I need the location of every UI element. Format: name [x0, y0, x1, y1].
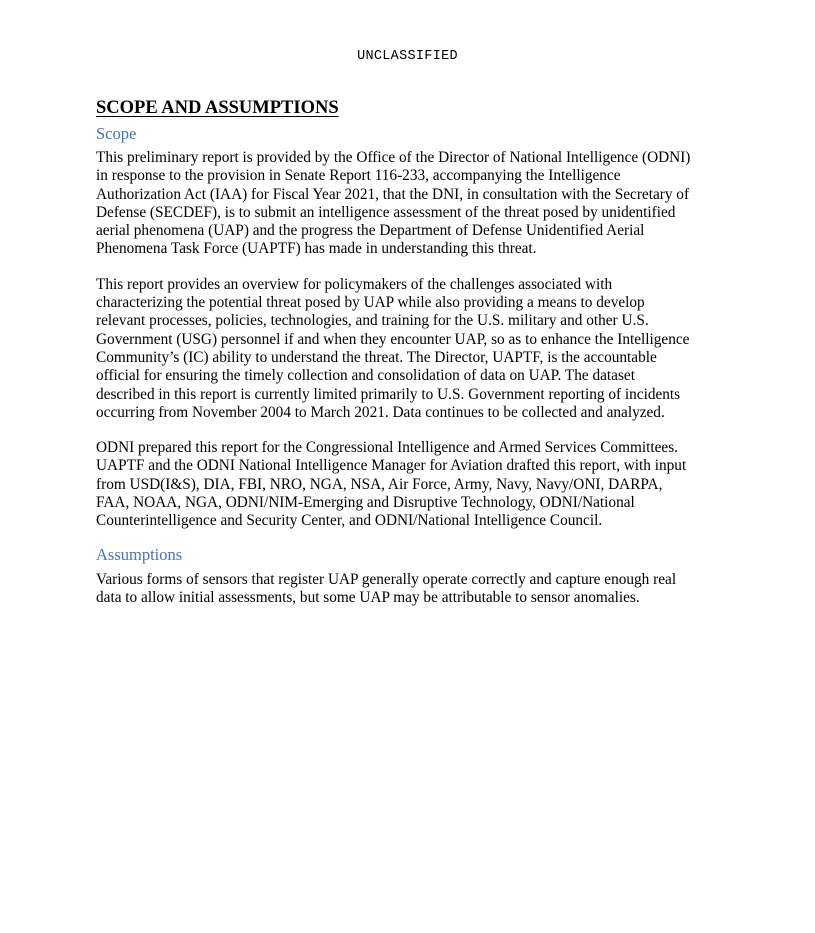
scope-paragraph-3 — [96, 439, 726, 530]
text-line: Counterintelligence and Security Center, and ODNI/National Intelligence Council. — [96, 512, 603, 530]
text-line: FAA, NOAA, NGA, ODNI/NIM-Emerging and Disruptive Technology, ODNI/National — [96, 494, 635, 512]
text-line: described in this report is currently limited primarily to U.S. Government reporting of incidents — [96, 385, 681, 403]
assumptions-heading: Assumptions — [96, 544, 183, 564]
text-line: occurring from November 2004 to March 2021. Data continues to be collected and analyzed. — [96, 403, 665, 421]
text-line: ODNI prepared this report for the Congressional Intelligence and Armed Services Committees. — [96, 439, 678, 457]
text-line: official for ensuring the timely collection and consolidation of data on UAP. The dataset — [96, 367, 635, 385]
document-body — [96, 96, 726, 607]
section-title: SCOPE AND ASSUMPTIONS — [96, 98, 339, 118]
text-line: UAPTF and the ODNI National Intelligence Manager for Aviation drafted this report, with input — [96, 457, 687, 475]
text-line: from USD(I&S), DIA, FBI, NRO, NGA, NSA, Air Force, Army, Navy, Navy/ONI, DARPA, — [96, 475, 663, 493]
text-line: in response to the provision in Senate Report 116-233, accompanying the Intelligence — [96, 167, 621, 185]
text-line: data to allow initial assessments, but some UAP may be attributable to sensor anomalies. — [96, 588, 640, 606]
text-line: Defense (SECDEF), is to submit an intelligence assessment of the threat posed by unidentified — [96, 203, 676, 221]
text-line: Various forms of sensors that register UAP generally operate correctly and capture enough real — [96, 570, 677, 588]
scope-heading: Scope — [96, 124, 137, 143]
text-line: Government (USG) personnel if and when they encounter UAP, so as to enhance the Intelligence — [96, 330, 690, 348]
text-line: Community’s (IC) ability to understand the threat. The Director, UAPTF, is the accountable — [96, 348, 657, 366]
text-line: Phenomena Task Force (UAPTF) has made in understanding this threat. — [96, 240, 537, 258]
text-line: This report provides an overview for policymakers of the challenges associated with — [96, 275, 613, 293]
text-line: aerial phenomena (UAP) and the progress the Department of Defense Unidentified Aerial — [96, 222, 645, 240]
scope-paragraph-2 — [96, 276, 726, 422]
text-line: This preliminary report is provided by the Office of the Director of National Intelligence (ODNI) — [96, 149, 691, 166]
assumptions-paragraph-1 — [96, 571, 726, 608]
classification-marking: UNCLASSIFIED — [357, 49, 458, 64]
text-line: characterizing the potential threat posed by UAP while also providing a means to develop — [96, 294, 645, 312]
text-line: relevant processes, policies, technologies, and training for the U.S. military and other U.S. — [96, 312, 649, 330]
scope-paragraph-1 — [96, 149, 726, 259]
text-line: Authorization Act (IAA) for Fiscal Year 2021, that the DNI, in consultation with the Secretary of — [96, 185, 690, 203]
